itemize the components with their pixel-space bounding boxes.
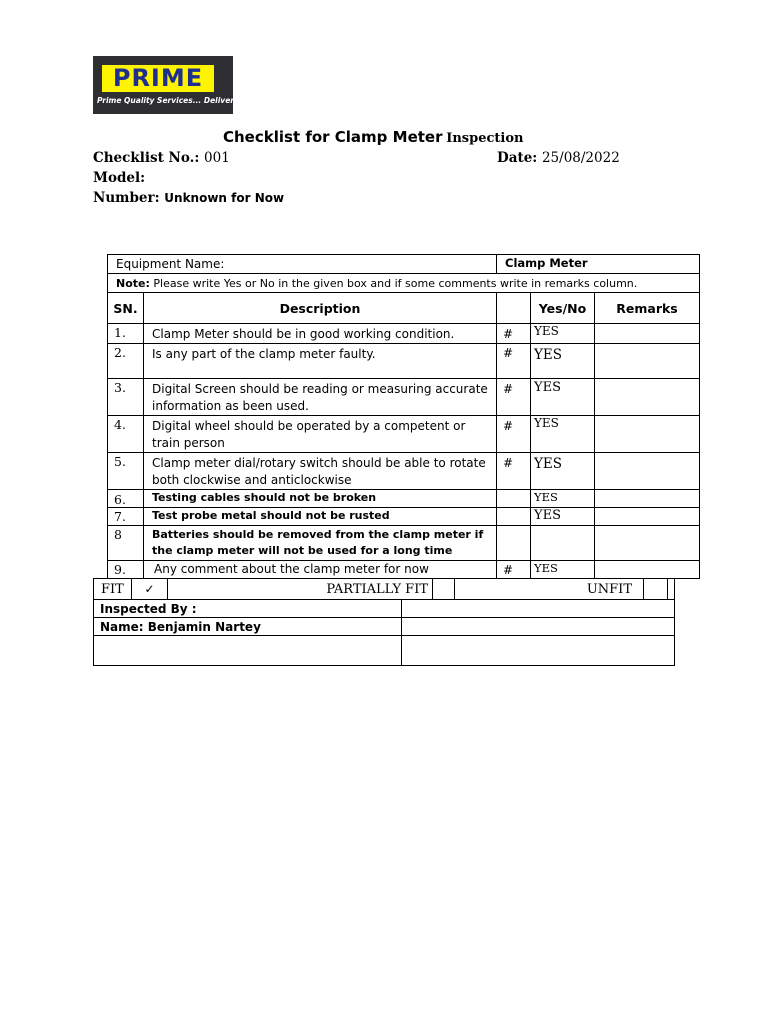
unfit-label: UNFIT xyxy=(455,579,644,600)
row-sn: 8 xyxy=(108,526,144,561)
equipment-name-value: Clamp Meter xyxy=(497,255,700,274)
row-answer[interactable]: YES xyxy=(531,490,595,508)
row-answer[interactable]: YES xyxy=(531,561,595,579)
row-description: Clamp Meter should be in good working condition. xyxy=(144,324,497,344)
row-mark: # xyxy=(497,416,531,453)
row-sn: 7. xyxy=(108,508,144,526)
table-row xyxy=(108,379,700,416)
row-mark: # xyxy=(497,344,531,379)
table-row xyxy=(108,526,700,561)
unfit-spacer xyxy=(668,579,675,600)
checklist-table xyxy=(107,254,700,579)
row-remarks[interactable] xyxy=(595,508,700,526)
row-mark: # xyxy=(497,453,531,490)
partially-fit-label: PARTIALLY FIT xyxy=(168,579,433,600)
row-answer[interactable]: YES xyxy=(531,416,595,453)
inspector-name-value[interactable] xyxy=(402,618,675,636)
equipment-name-label: Equipment Name: xyxy=(108,255,497,274)
row-description: Test probe metal should not be rusted xyxy=(144,508,497,526)
table-row xyxy=(108,561,700,579)
number-value: Unknown for Now xyxy=(164,191,285,205)
row-answer[interactable]: YES xyxy=(531,379,595,416)
row-answer[interactable]: YES xyxy=(531,324,595,344)
row-description: Digital wheel should be operated by a competent or train person xyxy=(144,416,497,453)
table-row xyxy=(108,344,700,379)
checklist-no-label: Checklist No.: xyxy=(93,150,200,166)
row-remarks[interactable] xyxy=(595,344,700,379)
unfit-checkbox[interactable] xyxy=(644,579,668,600)
row-description: Digital Screen should be reading or measuring accurate information as been used. xyxy=(144,379,497,416)
row-mark xyxy=(497,508,531,526)
number-field xyxy=(93,190,284,206)
row-sn: 6. xyxy=(108,490,144,508)
row-answer[interactable] xyxy=(531,526,595,561)
row-mark xyxy=(497,490,531,508)
checklist-no-value: 001 xyxy=(204,150,230,166)
row-remarks[interactable] xyxy=(595,561,700,579)
row-remarks[interactable] xyxy=(595,490,700,508)
row-mark xyxy=(497,526,531,561)
row-mark: # xyxy=(497,561,531,579)
document-title xyxy=(223,128,523,147)
model-label: Model: xyxy=(93,170,146,186)
row-mark: # xyxy=(497,379,531,416)
row-description: Is any part of the clamp meter faulty. xyxy=(144,344,497,379)
column-header-mark xyxy=(497,293,531,324)
table-row xyxy=(108,508,700,526)
row-remarks[interactable] xyxy=(595,379,700,416)
inspector-name: Name: Benjamin Nartey xyxy=(94,618,402,636)
table-row xyxy=(108,453,700,490)
row-remarks[interactable] xyxy=(595,416,700,453)
model-field xyxy=(93,170,145,186)
note-label: Note: xyxy=(116,277,150,290)
column-header-remarks: Remarks xyxy=(595,293,700,324)
logo-tagline: Prime Quality Services... Delivered... xyxy=(97,96,253,105)
row-mark: # xyxy=(497,324,531,344)
note-row xyxy=(108,274,700,293)
title-main: Checklist for Clamp Meter xyxy=(223,128,443,146)
column-header-description: Description xyxy=(144,293,497,324)
row-description: Clamp meter dial/rotary switch should be able to rotate both clockwise and anticlockwise xyxy=(144,453,497,490)
date-value: 25/08/2022 xyxy=(541,150,620,166)
logo-wordmark: PRIME xyxy=(102,65,214,92)
inspected-by-label: Inspected By : xyxy=(94,600,402,618)
column-header-yesno: Yes/No xyxy=(531,293,595,324)
table-row xyxy=(108,416,700,453)
row-sn: 2. xyxy=(108,344,144,379)
row-description: Any comment about the clamp meter for now xyxy=(144,561,497,579)
inspected-by-value[interactable] xyxy=(402,600,675,618)
table-row xyxy=(108,324,700,344)
fit-label: FIT xyxy=(94,579,132,600)
column-header-sn: SN. xyxy=(108,293,144,324)
checklist-number xyxy=(93,150,230,166)
row-answer[interactable]: YES xyxy=(531,508,595,526)
table-row xyxy=(108,490,700,508)
row-description: Batteries should be removed from the clamp meter if the clamp meter will not be used for a long time xyxy=(144,526,497,561)
row-answer[interactable]: YES xyxy=(531,344,595,379)
row-description: Testing cables should not be broken xyxy=(144,490,497,508)
checklist-date xyxy=(497,150,620,166)
signature-box-right[interactable] xyxy=(402,636,675,666)
signature-box-left[interactable] xyxy=(94,636,402,666)
row-answer[interactable]: YES xyxy=(531,453,595,490)
date-label: Date: xyxy=(497,150,538,166)
number-label: Number: xyxy=(93,190,160,206)
row-remarks[interactable] xyxy=(595,526,700,561)
note-text: Please write Yes or No in the given box and if some comments write in remarks column. xyxy=(153,277,638,290)
partially-fit-checkbox[interactable] xyxy=(433,579,455,600)
title-suffix: Inspection xyxy=(446,131,524,146)
row-sn: 9. xyxy=(108,561,144,579)
company-logo xyxy=(93,56,253,114)
signoff-table xyxy=(93,599,675,666)
row-sn: 5. xyxy=(108,453,144,490)
fit-status-table xyxy=(93,578,675,600)
row-remarks[interactable] xyxy=(595,453,700,490)
fit-checkbox[interactable]: ✓ xyxy=(132,579,168,600)
row-remarks[interactable] xyxy=(595,324,700,344)
row-sn: 1. xyxy=(108,324,144,344)
row-sn: 3. xyxy=(108,379,144,416)
row-sn: 4. xyxy=(108,416,144,453)
